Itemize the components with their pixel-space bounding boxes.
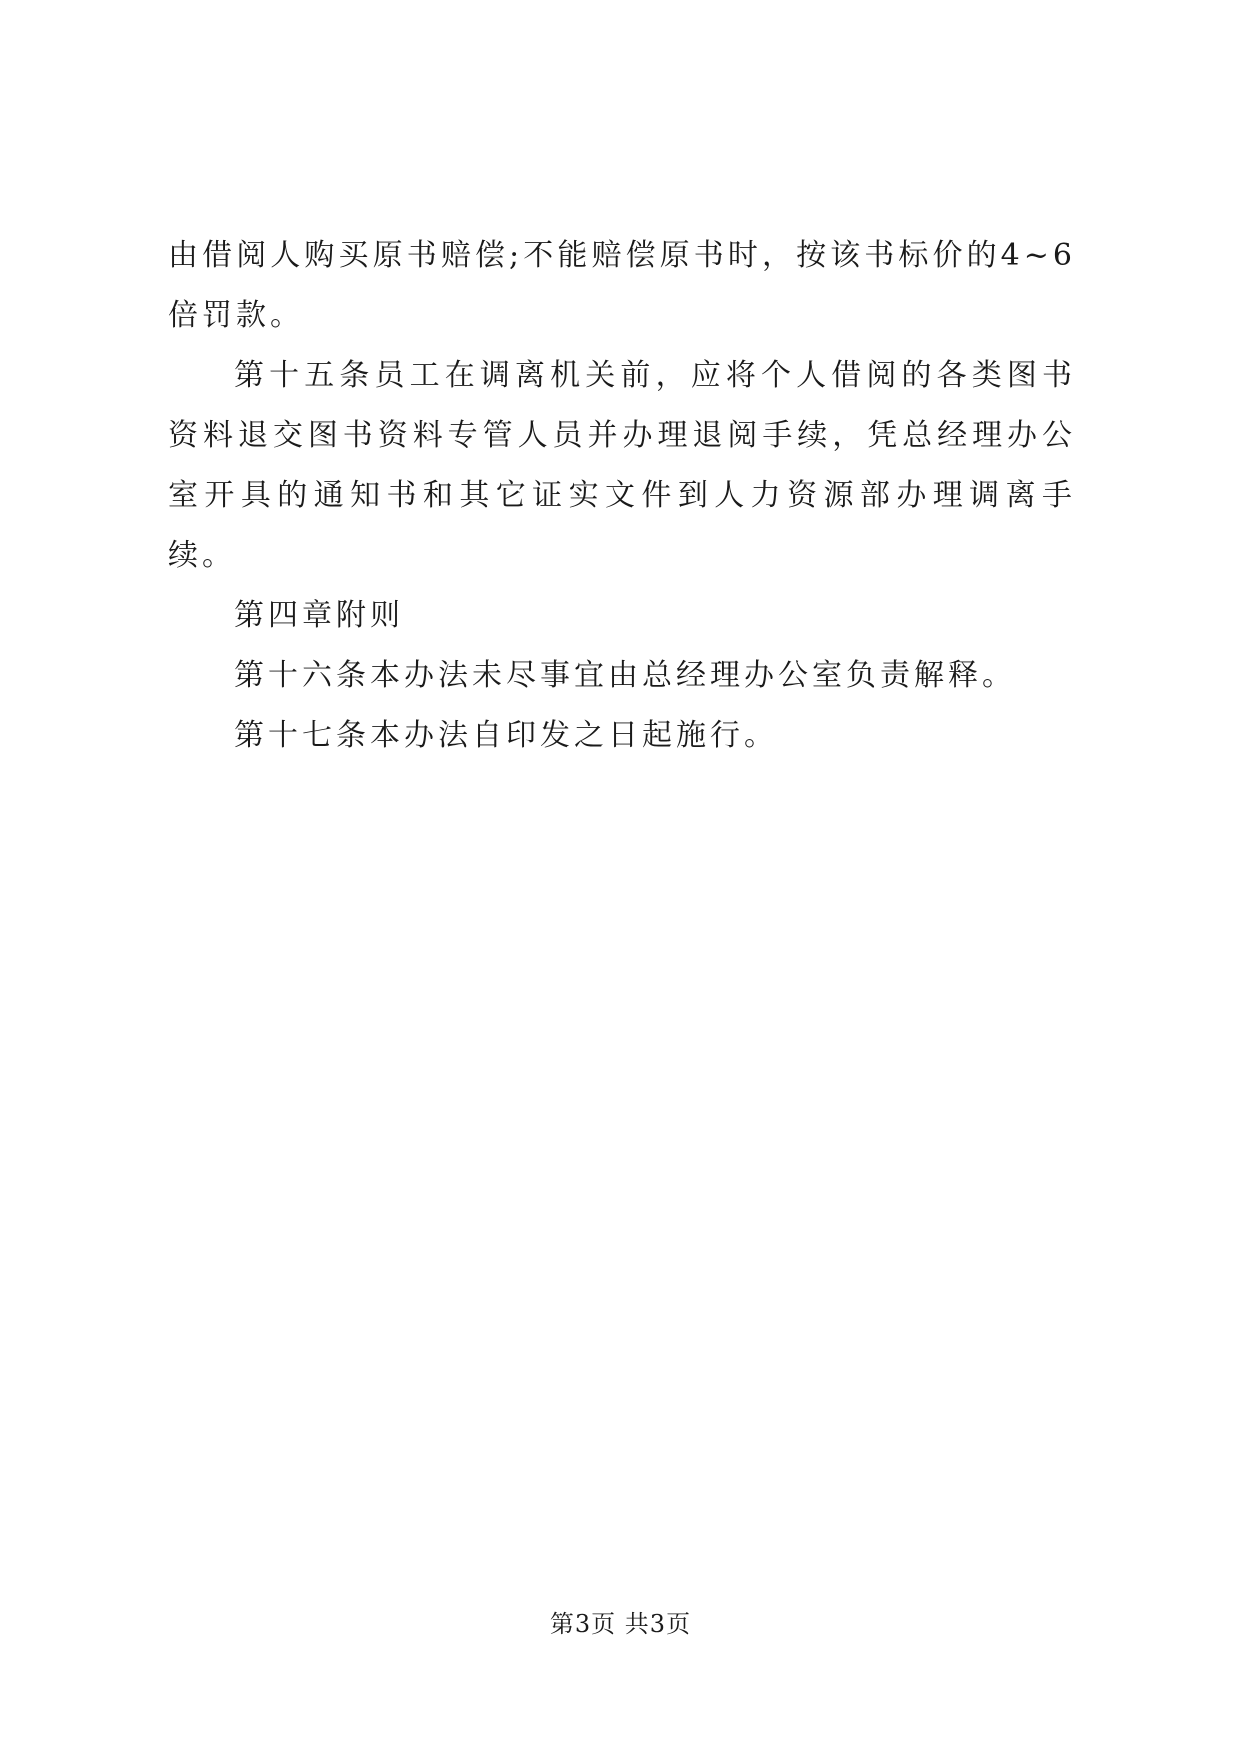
- paragraph-article-16: 第十六条本办法未尽事宜由总经理办公室负责解释。: [234, 658, 1016, 693]
- page-number-label: 第3页 共3页: [549, 1610, 692, 1638]
- paragraph-fine-continuation: 由借阅人购买原书赔偿;不能赔偿原书时，按该书标价的4~6倍罚款。: [168, 238, 1076, 333]
- paragraph-article-15: 第十五条员工在调离机关前，应将个人借阅的各类图书资料退交图书资料专管人员并办理退阅手续，凭总经理办公室开具的通知书和其它证实文件到人力资源部办理调离手续。: [168, 358, 1076, 573]
- paragraph-article-17: 第十七条本办法自印发之日起施行。: [234, 718, 778, 753]
- chapter-4-heading: 第四章附则: [234, 598, 404, 633]
- document-body: [168, 226, 1076, 766]
- page-footer: [0, 1608, 1241, 1640]
